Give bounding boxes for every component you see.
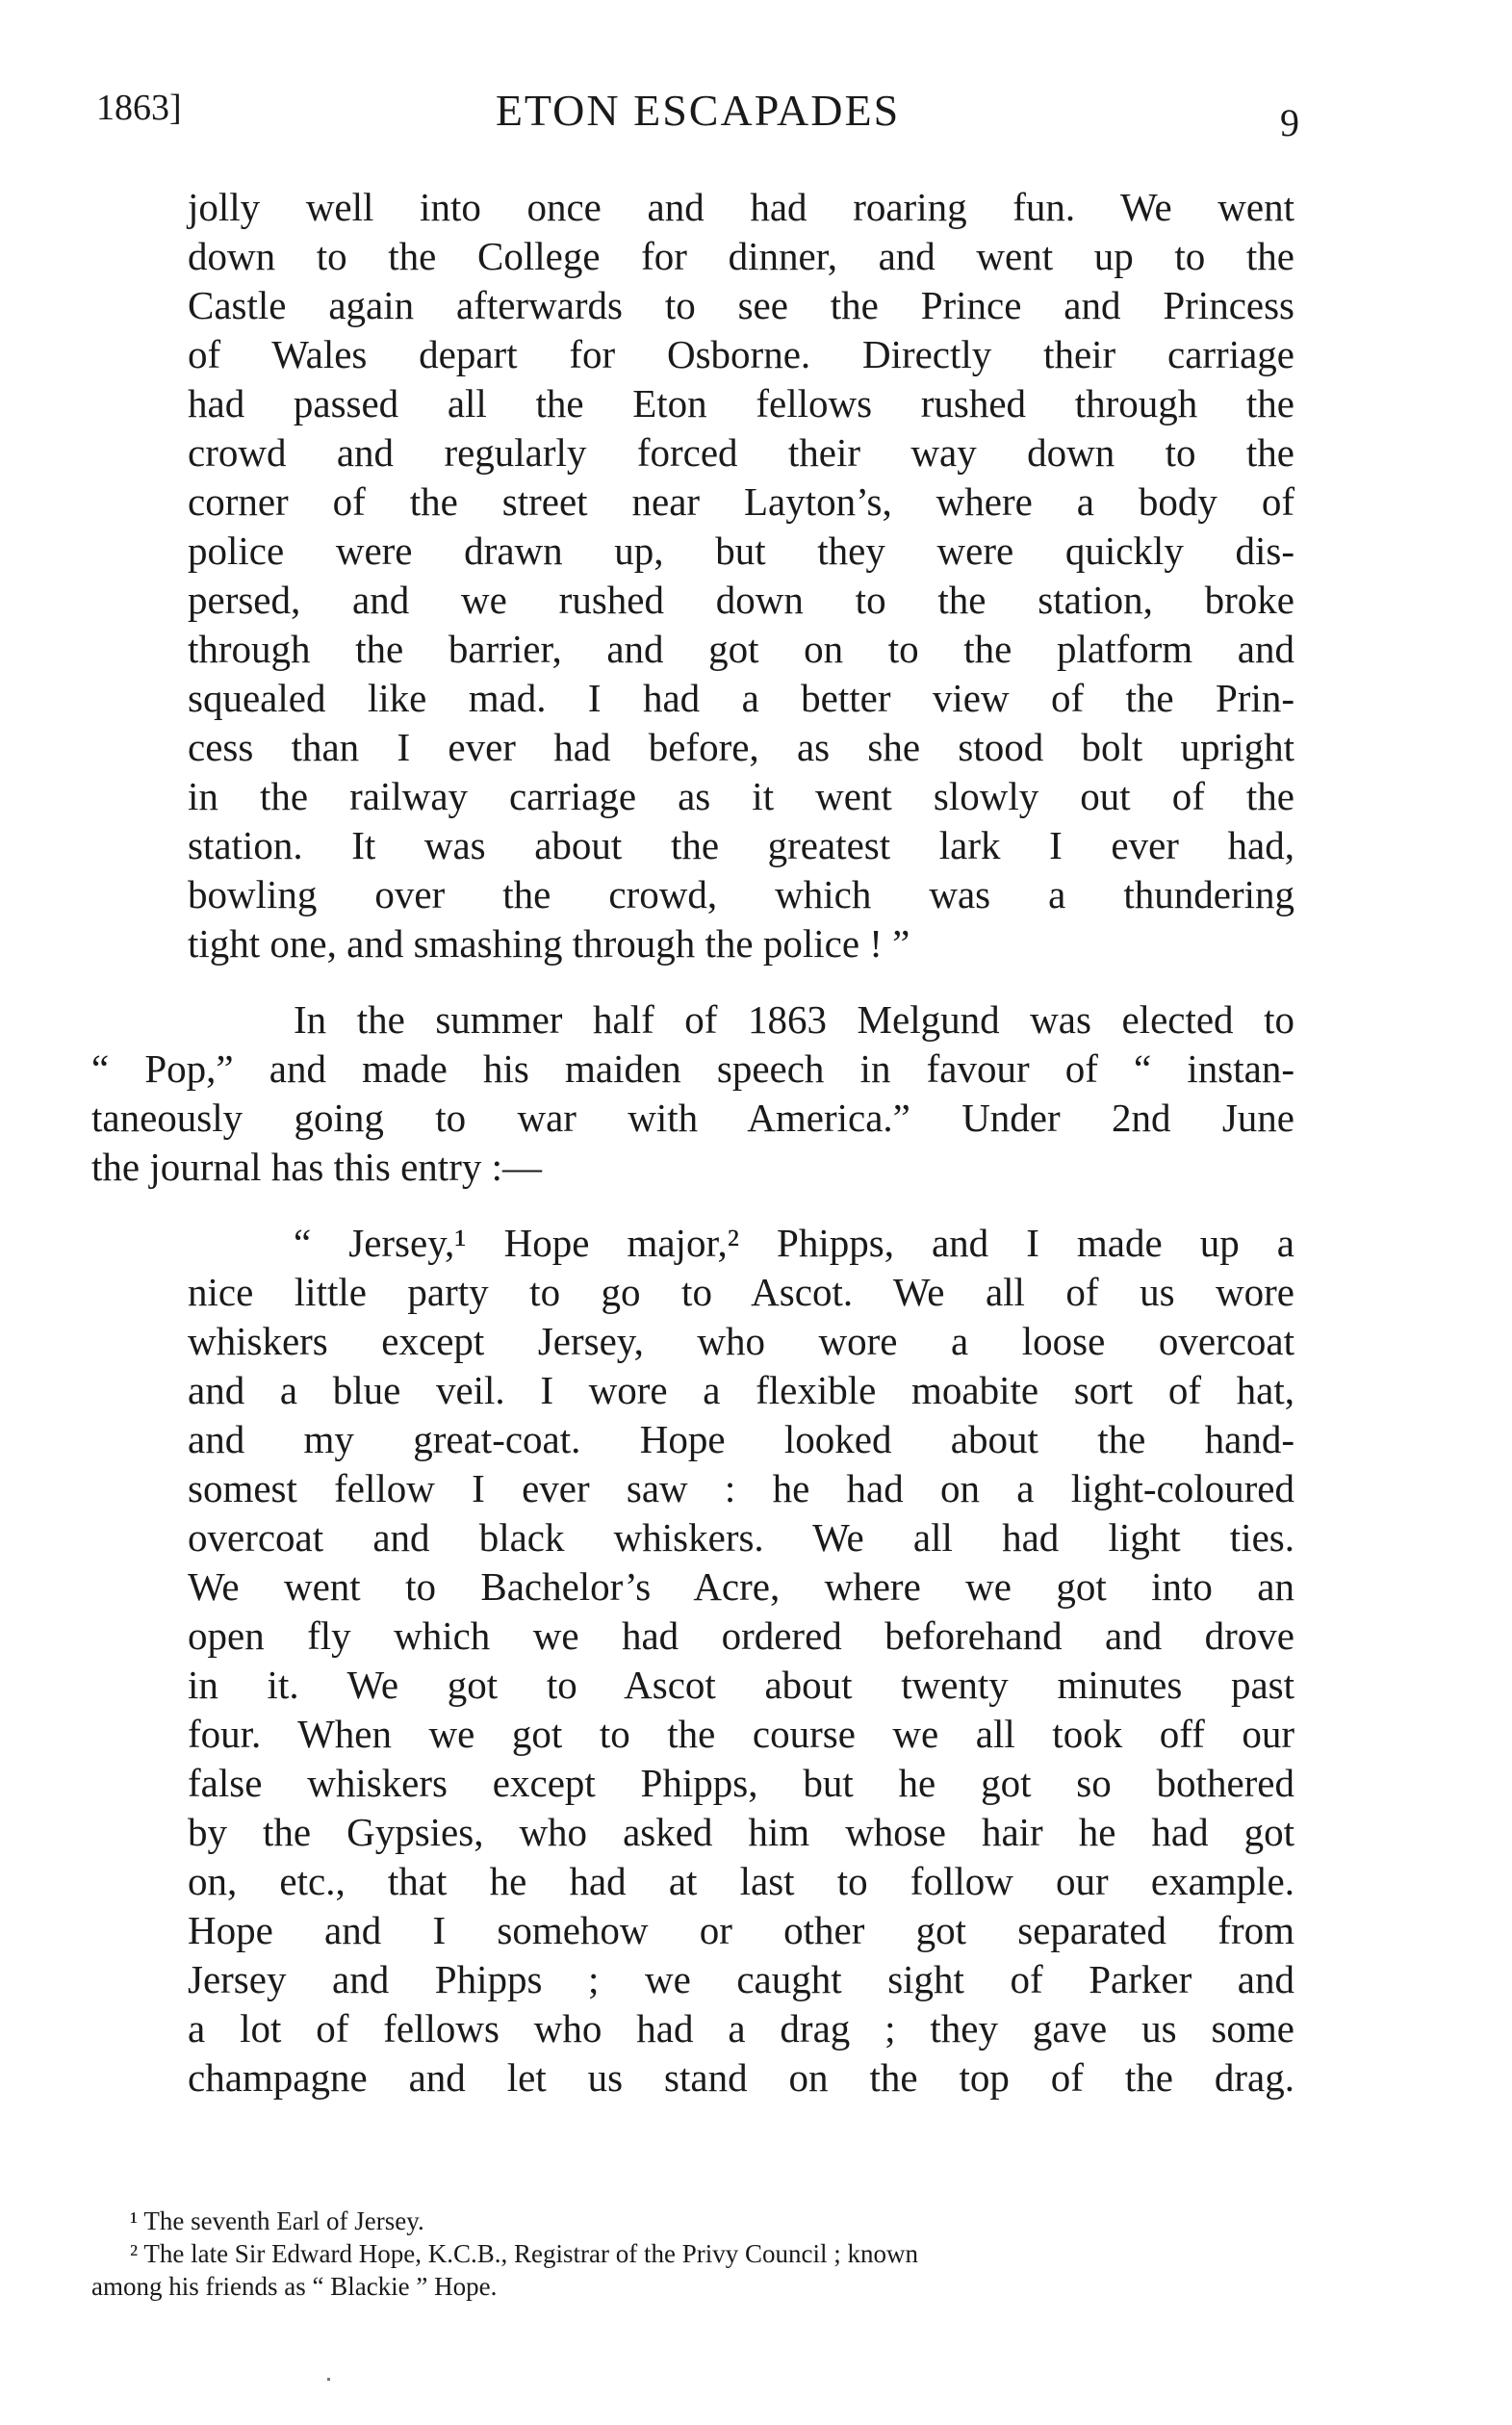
text-line: We went to Bachelor’s Acre, where we got into an	[188, 1564, 1294, 1609]
body-text	[91, 183, 1294, 2103]
text-line: a lot of fellows who had a drag ; they gave us some	[188, 2006, 1294, 2051]
text-line: the journal has this entry :—	[91, 1145, 542, 1189]
page-number: 9	[1280, 101, 1299, 144]
text-line: “ Jersey,¹ Hope major,² Phipps, and I made up a	[294, 1221, 1294, 1265]
footnotes	[91, 2205, 1285, 2303]
text-line: of Wales depart for Osborne. Directly their carriage	[188, 332, 1294, 376]
text-line: “ Pop,” and made his maiden speech in favour of “ instan-	[91, 1046, 1294, 1091]
text-line: in the railway carriage as it went slowly out of the	[188, 774, 1294, 818]
text-line: Hope and I somehow or other got separated from	[188, 1908, 1294, 1952]
text-line: squealed like mad. I had a better view of the Prin-	[188, 676, 1294, 720]
text-line: station. It was about the greatest lark I ever had,	[188, 823, 1294, 867]
paper-speck	[327, 2378, 330, 2381]
paragraph-ascot-entry	[188, 1219, 1294, 2103]
text-line: overcoat and black whiskers. We all had light ties.	[188, 1515, 1294, 1560]
text-line: and my great-coat. Hope looked about the hand-	[188, 1417, 1294, 1461]
text-line: police were drawn up, but they were quickly dis-	[188, 529, 1294, 573]
text-line: Castle again afterwards to see the Prince and Princess	[188, 283, 1294, 327]
text-line: false whiskers except Phipps, but he got so bothered	[188, 1761, 1294, 1805]
running-header	[96, 77, 1299, 154]
text-line: tight one, and smashing through the police ! ”	[188, 921, 910, 966]
text-line: in it. We got to Ascot about twenty minutes past	[188, 1663, 1294, 1707]
footnote-1: ¹ The seventh Earl of Jersey.	[130, 2206, 424, 2235]
paragraph-narrative	[91, 995, 1294, 1192]
text-line: down to the College for dinner, and went up to the	[188, 234, 1294, 278]
text-line: corner of the street near Layton’s, where a body of	[188, 479, 1294, 524]
text-line: crowd and regularly forced their way down to the	[188, 430, 1294, 475]
running-title: ETON ESCAPADES	[495, 86, 901, 135]
paragraph-gap	[188, 968, 1294, 995]
text-line: bowling over the crowd, which was a thundering	[188, 872, 1294, 916]
header-year: 1863]	[96, 88, 182, 128]
paragraph-journal-continuation	[188, 183, 1294, 968]
text-line: through the barrier, and got on to the platform and	[188, 627, 1294, 671]
text-line: In the summer half of 1863 Melgund was elected to	[294, 997, 1294, 1042]
text-line: by the Gypsies, who asked him whose hair he had got	[188, 1810, 1294, 1854]
text-line: Jersey and Phipps ; we caught sight of Parker and	[188, 1957, 1294, 2001]
text-line: nice little party to go to Ascot. We all of us wore	[188, 1270, 1294, 1314]
text-line: jolly well into once and had roaring fun. We went	[188, 185, 1294, 229]
text-line: four. When we got to the course we all took off our	[188, 1712, 1294, 1756]
text-line: somest fellow I ever saw : he had on a light-coloured	[188, 1466, 1294, 1510]
text-line: open fly which we had ordered beforehand and drove	[188, 1613, 1294, 1658]
text-line: whiskers except Jersey, who wore a loose overcoat	[188, 1319, 1294, 1363]
text-line: persed, and we rushed down to the station, broke	[188, 578, 1294, 622]
paragraph-gap	[188, 1192, 1294, 1219]
text-line: and a blue veil. I wore a flexible moabite sort of hat,	[188, 1368, 1294, 1412]
text-line: taneously going to war with America.” Under 2nd June	[91, 1096, 1294, 1140]
text-line: on, etc., that he had at last to follow our example.	[188, 1859, 1294, 1903]
text-line: champagne and let us stand on the top of the drag.	[188, 2055, 1294, 2100]
text-line: had passed all the Eton fellows rushed through the	[188, 381, 1294, 426]
footnote-2-continuation: among his friends as “ Blackie ” Hope.	[91, 2272, 498, 2301]
text-line: cess than I ever had before, as she stood bolt upright	[188, 725, 1294, 769]
footnote-2: ² The late Sir Edward Hope, K.C.B., Registrar of the Privy Council ; known	[130, 2239, 918, 2268]
